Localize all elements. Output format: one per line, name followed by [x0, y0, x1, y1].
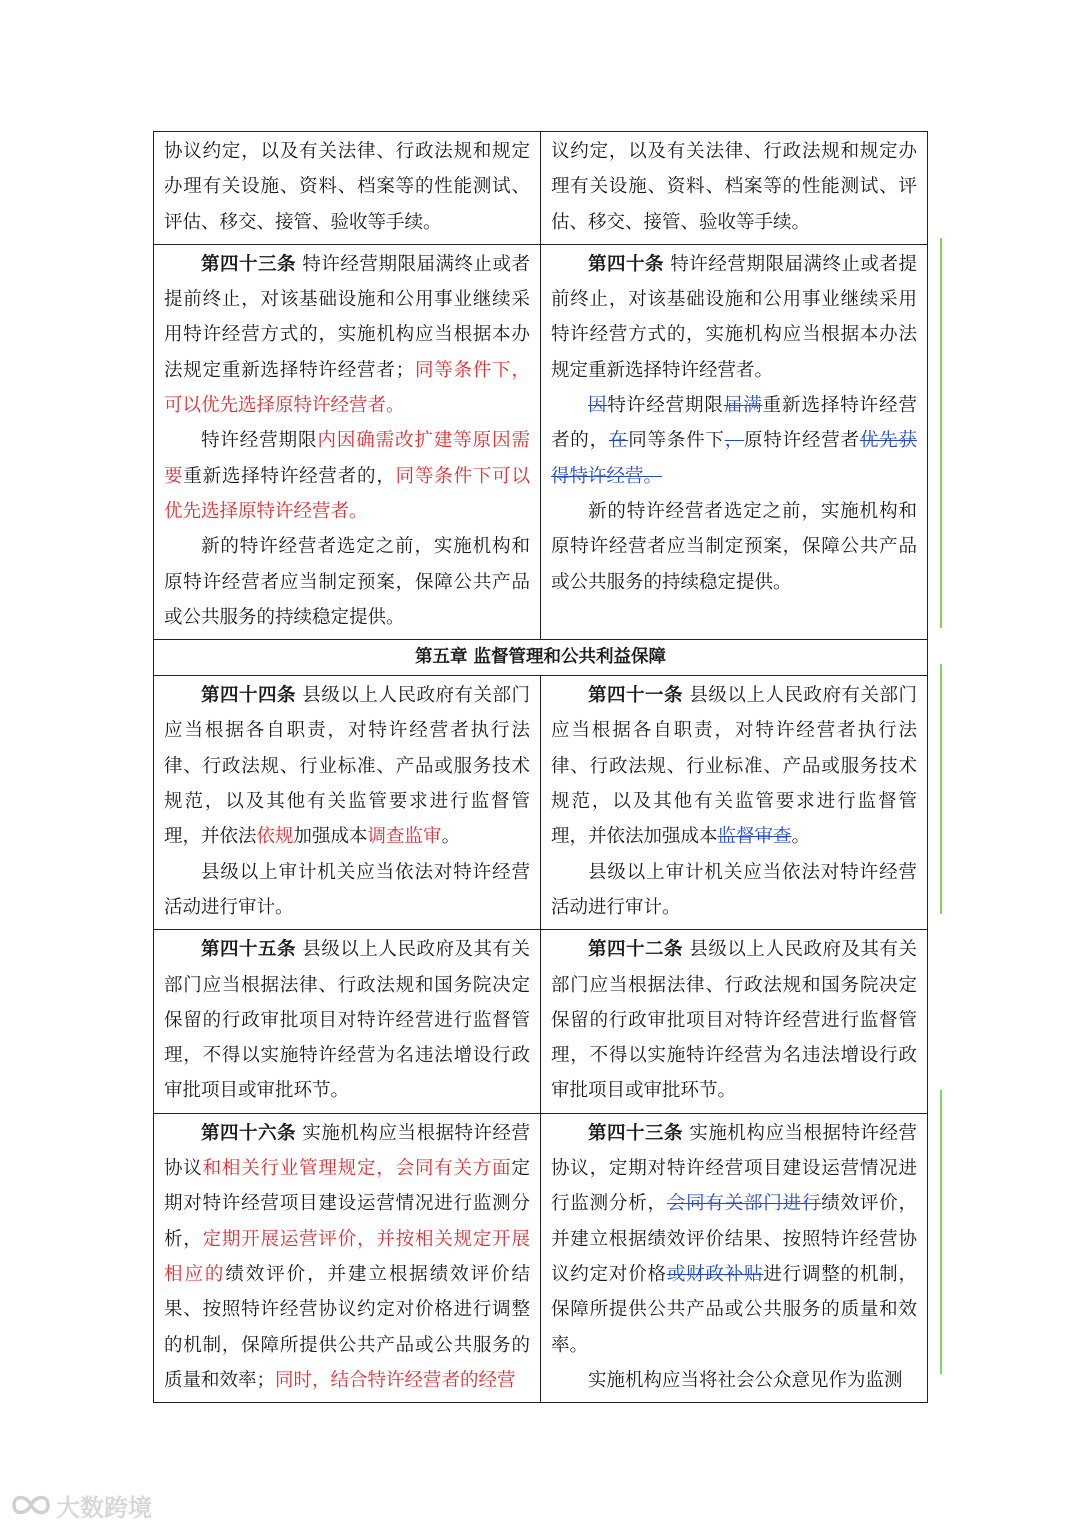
table-row: [154, 930, 928, 1113]
deleted-text: 在: [608, 430, 629, 452]
text-run: 进行调整的机制，保障所提供公共产品或公共服务的质量和效率。: [551, 1263, 917, 1356]
new-text-cell: [541, 132, 928, 245]
change-bar: [940, 1090, 942, 1374]
article-number: 第四十条: [588, 253, 665, 275]
added-text: 内因确需改扩建等原因需要: [164, 430, 530, 487]
text-run: 实施机构应当根据特许经营协议: [164, 1122, 530, 1180]
text-run: 同等条件下: [628, 430, 725, 452]
added-text: 同等条件下，可以优先选择原特许经营者。: [164, 359, 530, 417]
old-text-cell: [154, 244, 541, 639]
new-text-cell: [541, 1113, 928, 1402]
paragraph: [551, 678, 917, 854]
paragraph: [164, 247, 530, 423]
table-row: [154, 244, 928, 639]
infinity-logo-icon: [10, 1490, 52, 1520]
paragraph: 新的特许经营者选定之前，实施机构和原特许经营者应当制定预案，保障公共产品或公共服务的持续稳定提供。: [164, 536, 530, 628]
deleted-text: 或财政补贴: [666, 1263, 764, 1285]
paragraph: 新的特许经营者选定之前，实施机构和原特许经营者应当制定预案，保障公共产品或公共服务的持续稳定提供。: [551, 500, 917, 593]
deleted-text: 监督审查: [717, 826, 792, 848]
paragraph: [164, 678, 530, 854]
added-text: 调查监审: [367, 826, 442, 848]
watermark: [10, 1487, 152, 1523]
new-text-cell: [541, 930, 928, 1113]
paragraph: [551, 1116, 917, 1363]
article-number: 第四十二条: [588, 939, 684, 961]
added-text: 同等条件下可以优先选择原特许经营者。: [164, 465, 530, 522]
deleted-text: 优先获得特许经营。: [551, 430, 917, 487]
comparison-table: [153, 131, 928, 1403]
text-run: 原特许经营者: [744, 430, 860, 452]
text-run: 绩效评价，并建立根据绩效评价结果、按照特许经营协议约定对价格进行调整的机制，保障所提供公共产品或公共服务的质量和效率；: [164, 1263, 530, 1391]
old-text-cell: [154, 132, 541, 245]
deleted-text: 届满: [723, 395, 763, 417]
text-run: 实施机构应当根据特许经营协议，定期对特许经营项目建设运营情况进行监测分析，: [551, 1122, 917, 1215]
chapter-title: 第五章 监督管理和公共利益保障: [154, 640, 928, 676]
text-run: 特许经营期限届满终止或者提前终止，对该基础设施和公用事业继续采用特许经营方式的，实施机构应当根据本办法规定重新选择特许经营者；: [164, 253, 530, 381]
added-text: 和相关行业管理规定，会同有关方面: [202, 1158, 512, 1180]
text-run: 县级以上人民政府有关部门应当根据各自职责，对特许经营者执行法律、行政法规、行业标准、产品或服务技术规范，以及其他有关监管要求进行监督管理，并依法加强成本: [551, 685, 917, 848]
paragraph: 协议约定，以及有关法律、行政法规和规定办理有关设施、资料、档案等的性能测试、评估、移交、接管、验收等手续。: [164, 141, 530, 233]
text-run: 特许经营期限: [607, 395, 724, 417]
article-number: 第四十四条: [201, 685, 297, 707]
new-text-cell: [541, 244, 928, 639]
text-run: 绩效评价，并建立根据绩效评价结果、按照特许经营协议约定对价格: [551, 1193, 917, 1285]
paragraph: [164, 1116, 530, 1398]
old-text-cell: [154, 1113, 541, 1402]
text-run: 加强成本: [293, 826, 368, 848]
added-text: 定期开展运营评价，并按相关规定开展相应的: [164, 1228, 530, 1285]
paragraph: [551, 247, 917, 388]
table-row: [154, 676, 928, 930]
text-run: 重新选择特许经营者的，: [551, 395, 917, 452]
article-number: 第四十六条: [201, 1122, 297, 1144]
paragraph: [164, 423, 530, 529]
text-run: 。: [441, 826, 461, 848]
text-run: 县级以上人民政府及其有关部门应当根据法律、行政法规和国务院决定保留的行政审批项目对特许经营进行监督管理，不得以实施特许经营为名违法增设行政审批项目或审批环节。: [164, 939, 530, 1102]
article-number: 第四十三条: [201, 253, 297, 275]
text-run: 县级以上人民政府有关部门应当根据各自职责，对特许经营者执行法律、行政法规、行业标准、产品或服务技术规范，以及其他有关监管要求进行监督管理，并依法: [164, 685, 530, 848]
text-run: 县级以上人民政府及其有关部门应当根据法律、行政法规和国务院决定保留的行政审批项目对特许经营进行监督管理，不得以实施特许经营为名违法增设行政审批项目或审批环节。: [551, 939, 917, 1102]
added-text: 依规: [256, 826, 294, 848]
paragraph: [551, 388, 917, 494]
article-number: 第四十三条: [588, 1122, 684, 1144]
chapter-heading-row: [154, 640, 928, 676]
table-row: [154, 1113, 928, 1402]
article-number: 第四十五条: [201, 939, 297, 961]
text-run: 。: [791, 826, 811, 848]
paragraph: 实施机构应当将社会公众意见作为监测: [588, 1369, 903, 1391]
text-run: 特许经营期限届满终止或者提前终止，对该基础设施和公用事业继续采用特许经营方式的，实施机构应当根据本办法规定重新选择特许经营者。: [551, 253, 917, 381]
article-number: 第四十一条: [588, 685, 684, 707]
old-text-cell: [154, 930, 541, 1113]
deleted-text: ，: [724, 430, 745, 452]
text-run: 特许经营期限: [201, 430, 318, 452]
added-text: 同时，结合特许经营者的经营: [275, 1369, 516, 1391]
paragraph: 县级以上审计机关应当依法对特许经营活动进行审计。: [164, 861, 530, 918]
paragraph: [164, 932, 530, 1108]
text-run: 重新选择特许经营者的，: [183, 465, 396, 487]
change-bar: [940, 664, 942, 914]
table-row: [154, 132, 928, 245]
change-bar: [940, 238, 942, 628]
paragraph: 县级以上审计机关应当依法对特许经营活动进行审计。: [551, 861, 917, 918]
watermark-text: 大数跨境: [56, 1493, 152, 1522]
old-text-cell: [154, 676, 541, 930]
paragraph: [551, 932, 917, 1108]
deleted-text: 会同有关部门进行: [666, 1193, 822, 1215]
paragraph: 议约定，以及有关法律、行政法规和规定办理有关设施、资料、档案等的性能测试、评估、移交、接管、验收等手续。: [551, 141, 917, 233]
text-run: 定期对特许经营项目建设运营情况进行监测分析，: [164, 1158, 530, 1250]
new-text-cell: [541, 676, 928, 930]
deleted-text: 因: [588, 395, 608, 417]
